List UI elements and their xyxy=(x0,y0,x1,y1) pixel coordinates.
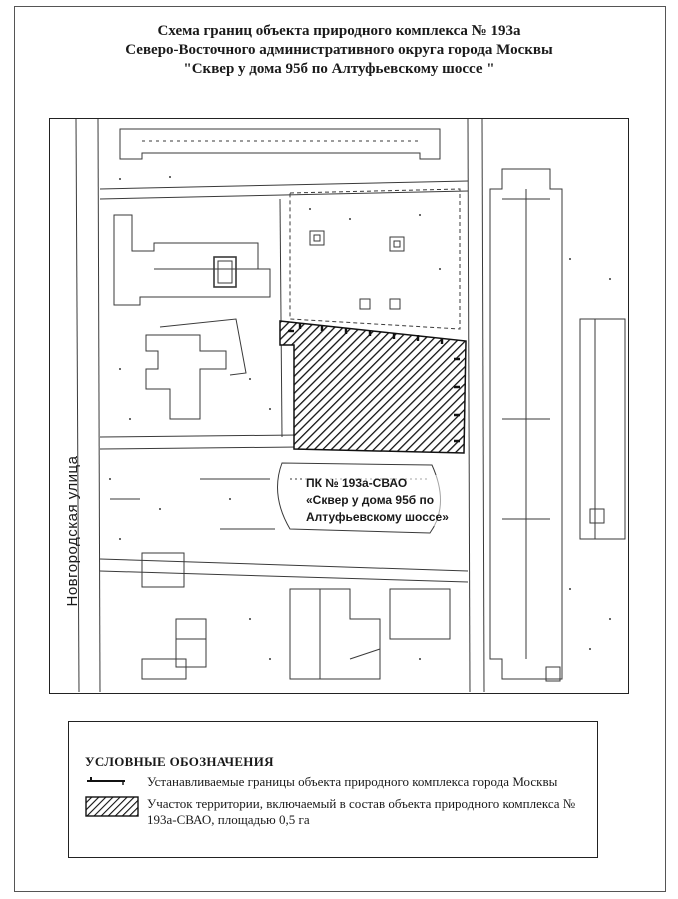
inner-lane-vertical xyxy=(280,199,282,437)
map-title xyxy=(0,22,678,79)
title-line-3: "Сквер у дома 95б по Алтуфьевскому шоссе " xyxy=(183,61,495,77)
hatched-area-icon xyxy=(85,796,141,818)
callout-line-1: ПК № 193а-СВАО xyxy=(306,476,408,490)
kiosk-2 xyxy=(390,237,404,251)
legend-box xyxy=(68,721,598,858)
building-left-top xyxy=(114,215,270,305)
callout-line-2: «Сквер у дома 95б по xyxy=(306,493,435,507)
hatched-natural-complex-area xyxy=(280,321,466,453)
map-drawing xyxy=(50,119,627,692)
driveway-north-2 xyxy=(100,191,468,199)
building-left-lower xyxy=(142,553,184,587)
building-top-long xyxy=(120,129,440,159)
courtyard-top xyxy=(290,189,460,329)
building-center-lower xyxy=(290,589,380,679)
natural-complex-callout xyxy=(304,475,451,526)
driveway-north xyxy=(100,181,468,189)
kiosk-5 xyxy=(590,509,604,523)
building-left-mid xyxy=(146,335,226,419)
building-left-lower-3 xyxy=(142,659,186,679)
kiosk-1 xyxy=(310,231,324,245)
legend-text-hatched-area: Участок территории, включаемый в состав объекта природного комплекса № 193а-СВАО, площадью 0,5 га xyxy=(147,796,576,827)
driveway-south-2 xyxy=(100,571,468,582)
street-novgorodskaya-east-edge xyxy=(98,119,100,692)
callout-line-3: Алтуфьевскому шоссе» xyxy=(306,510,449,524)
road-east-edge-2 xyxy=(482,119,484,692)
legend-text-boundary: Устанавливаемые границы объекта природного комплекса города Москвы xyxy=(147,774,558,789)
street-label-novgorodskaya: Новгородская улица xyxy=(64,455,81,607)
legend-title: УСЛОВНЫЕ ОБОЗНАЧЕНИЯ xyxy=(85,754,274,769)
building-far-right xyxy=(580,319,625,539)
driveway-south xyxy=(100,559,468,571)
road-east-edge-1 xyxy=(468,119,470,692)
boundary-line-icon xyxy=(85,774,131,788)
building-center-lower-2 xyxy=(390,589,450,639)
driveway-mid-2 xyxy=(100,447,298,449)
driveway-mid xyxy=(100,435,298,437)
title-line-2: Северо-Восточного административного округа города Москвы xyxy=(125,42,553,58)
building-left-lower-2 xyxy=(176,619,206,667)
map-frame[interactable] xyxy=(49,118,629,694)
kiosk-4 xyxy=(390,299,400,309)
kiosk-3 xyxy=(360,299,370,309)
title-line-1: Схема границ объекта природного комплекса № 193а xyxy=(157,23,521,39)
